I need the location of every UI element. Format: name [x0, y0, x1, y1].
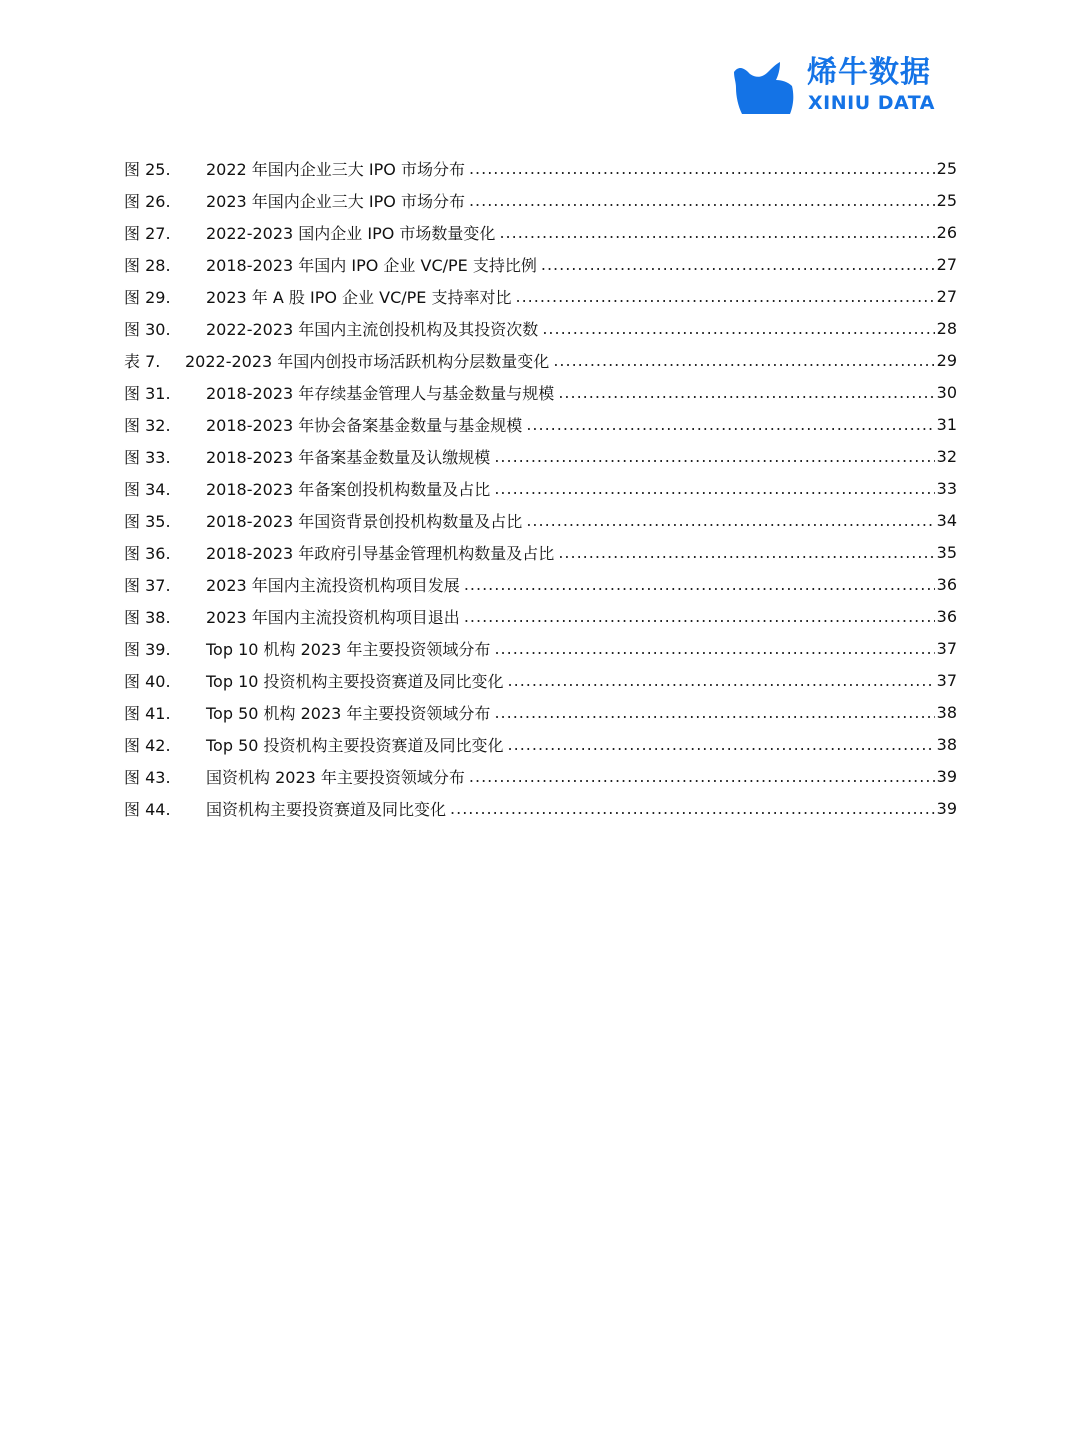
toc-entry[interactable] [124, 632, 957, 664]
toc-entry-title: 2018-2023 年国资背景创投机构数量及占比 [206, 511, 523, 531]
rhino-logo-icon [732, 60, 798, 116]
toc-entry-label: 图 28. [124, 255, 171, 275]
toc-entry-label: 图 40. [124, 671, 171, 691]
toc-entry-page: 32 [936, 446, 957, 466]
toc-entry[interactable] [124, 792, 957, 824]
toc-entry-title: 2023 年国内企业三大 IPO 市场分布 [206, 191, 465, 211]
toc-entry-label: 图 30. [124, 319, 171, 339]
toc-entry-label: 图 29. [124, 287, 171, 307]
toc-dot-leader [464, 575, 935, 594]
toc-entry-title: Top 50 投资机构主要投资赛道及同比变化 [206, 735, 504, 755]
toc-entry-page: 37 [936, 638, 957, 658]
toc-entry-label: 图 41. [124, 703, 171, 723]
toc-entry-label: 图 43. [124, 767, 171, 787]
toc-entry[interactable] [124, 664, 957, 696]
toc-entry-title: 2018-2023 年协会备案基金数量与基金规模 [206, 415, 523, 435]
toc-dot-leader [508, 671, 935, 690]
toc-entry-title: 2022 年国内企业三大 IPO 市场分布 [206, 159, 465, 179]
toc-entry-label: 图 31. [124, 383, 171, 403]
toc-entry-title: 2023 年 A 股 IPO 企业 VC/PE 支持率对比 [206, 287, 512, 307]
toc-entry-label: 图 38. [124, 607, 171, 627]
toc-entry-title: 国资机构 2023 年主要投资领域分布 [206, 767, 465, 787]
toc-dot-leader [526, 415, 934, 434]
toc-entry-title: Top 10 投资机构主要投资赛道及同比变化 [206, 671, 504, 691]
toc-entry[interactable] [124, 568, 957, 600]
toc-entry-title: 2023 年国内主流投资机构项目发展 [206, 575, 460, 595]
toc-entry-page: 38 [936, 702, 957, 722]
toc-entry-title: 2018-2023 年国内 IPO 企业 VC/PE 支持比例 [206, 255, 537, 275]
toc-entry-page: 39 [936, 766, 957, 786]
toc-entry-page: 25 [936, 158, 957, 178]
toc-entry-title: 2022-2023 年国内创投市场活跃机构分层数量变化 [185, 351, 550, 371]
toc-entry[interactable] [124, 760, 957, 792]
toc-entry[interactable] [124, 504, 957, 536]
toc-entry-label: 图 44. [124, 799, 171, 819]
toc-entry-title: Top 10 机构 2023 年主要投资领域分布 [206, 639, 491, 659]
toc-entry[interactable] [124, 248, 957, 280]
toc-entry-page: 31 [936, 414, 957, 434]
toc-entry[interactable] [124, 376, 957, 408]
toc-entry-page: 33 [936, 478, 957, 498]
toc-dot-leader [508, 735, 935, 754]
toc-entry-page: 35 [936, 542, 957, 562]
toc-entry[interactable] [124, 696, 957, 728]
toc-dot-leader [469, 159, 935, 178]
toc-entry[interactable] [124, 344, 957, 376]
toc-dot-leader [469, 191, 935, 210]
toc-dot-leader [499, 223, 934, 242]
toc-entry-label: 图 42. [124, 735, 171, 755]
toc-dot-leader [450, 799, 935, 818]
toc-entry-page: 36 [936, 606, 957, 626]
toc-dot-leader [469, 767, 935, 786]
toc-entry-label: 图 34. [124, 479, 171, 499]
brand-logo [732, 55, 947, 118]
toc-entry[interactable] [124, 408, 957, 440]
toc-entry-label: 图 39. [124, 639, 171, 659]
toc-entry[interactable] [124, 536, 957, 568]
toc-entry[interactable] [124, 152, 957, 184]
toc-entry-label: 图 35. [124, 511, 171, 531]
toc-entry-label: 图 32. [124, 415, 171, 435]
toc-entry-page: 27 [936, 286, 957, 306]
toc-entry-page: 30 [936, 382, 957, 402]
toc-dot-leader [542, 319, 934, 338]
toc-dot-leader [526, 511, 934, 530]
toc-entry-label: 图 27. [124, 223, 171, 243]
toc-entry[interactable] [124, 600, 957, 632]
toc-dot-leader [494, 639, 934, 658]
toc-entry[interactable] [124, 472, 957, 504]
toc-entry[interactable] [124, 280, 957, 312]
toc-dot-leader [541, 255, 935, 274]
toc-entry[interactable] [124, 184, 957, 216]
toc-entry-label: 图 26. [124, 191, 171, 211]
toc-entry-page: 27 [936, 254, 957, 274]
toc-entry-title: 2018-2023 年备案创投机构数量及占比 [206, 479, 491, 499]
toc-dot-leader [494, 703, 934, 722]
toc-entry[interactable] [124, 728, 957, 760]
toc-dot-leader [494, 479, 934, 498]
toc-entry-title: 2023 年国内主流投资机构项目退出 [206, 607, 460, 627]
toc-entry-label: 图 33. [124, 447, 171, 467]
toc-entry-page: 26 [936, 222, 957, 242]
toc-dot-leader [558, 543, 934, 562]
toc-entry-label: 图 37. [124, 575, 171, 595]
toc-dot-leader [464, 607, 935, 626]
toc-dot-leader [494, 447, 934, 466]
toc-entry-page: 39 [936, 798, 957, 818]
toc-entry-title: Top 50 机构 2023 年主要投资领域分布 [206, 703, 491, 723]
toc-entry-label: 图 36. [124, 543, 171, 563]
toc-entry-title: 国资机构主要投资赛道及同比变化 [206, 799, 447, 819]
logo-chinese-text: 烯牛数据 [807, 55, 931, 90]
toc-entry-page: 36 [936, 574, 957, 594]
toc-entry-page: 34 [936, 510, 957, 530]
toc-entry-page: 38 [936, 734, 957, 754]
toc-dot-leader [516, 287, 935, 306]
toc-dot-leader [558, 383, 934, 402]
toc-entry[interactable] [124, 312, 957, 344]
toc-entry-label: 表 7. [124, 351, 161, 371]
table-of-contents [124, 152, 957, 824]
toc-entry-page: 29 [936, 350, 957, 370]
toc-entry-page: 25 [936, 190, 957, 210]
toc-entry-title: 2018-2023 年存续基金管理人与基金数量与规模 [206, 383, 555, 403]
toc-entry-title: 2018-2023 年备案基金数量及认缴规模 [206, 447, 491, 467]
toc-dot-leader [553, 351, 934, 370]
toc-entry-label: 图 25. [124, 159, 171, 179]
logo-english-text: XINIU DATA [808, 92, 935, 114]
toc-entry-title: 2022-2023 年国内主流创投机构及其投资次数 [206, 319, 539, 339]
toc-entry-page: 28 [936, 318, 957, 338]
toc-entry-page: 37 [936, 670, 957, 690]
toc-entry-title: 2018-2023 年政府引导基金管理机构数量及占比 [206, 543, 555, 563]
toc-entry[interactable] [124, 216, 957, 248]
toc-entry[interactable] [124, 440, 957, 472]
toc-entry-title: 2022-2023 国内企业 IPO 市场数量变化 [206, 223, 496, 243]
